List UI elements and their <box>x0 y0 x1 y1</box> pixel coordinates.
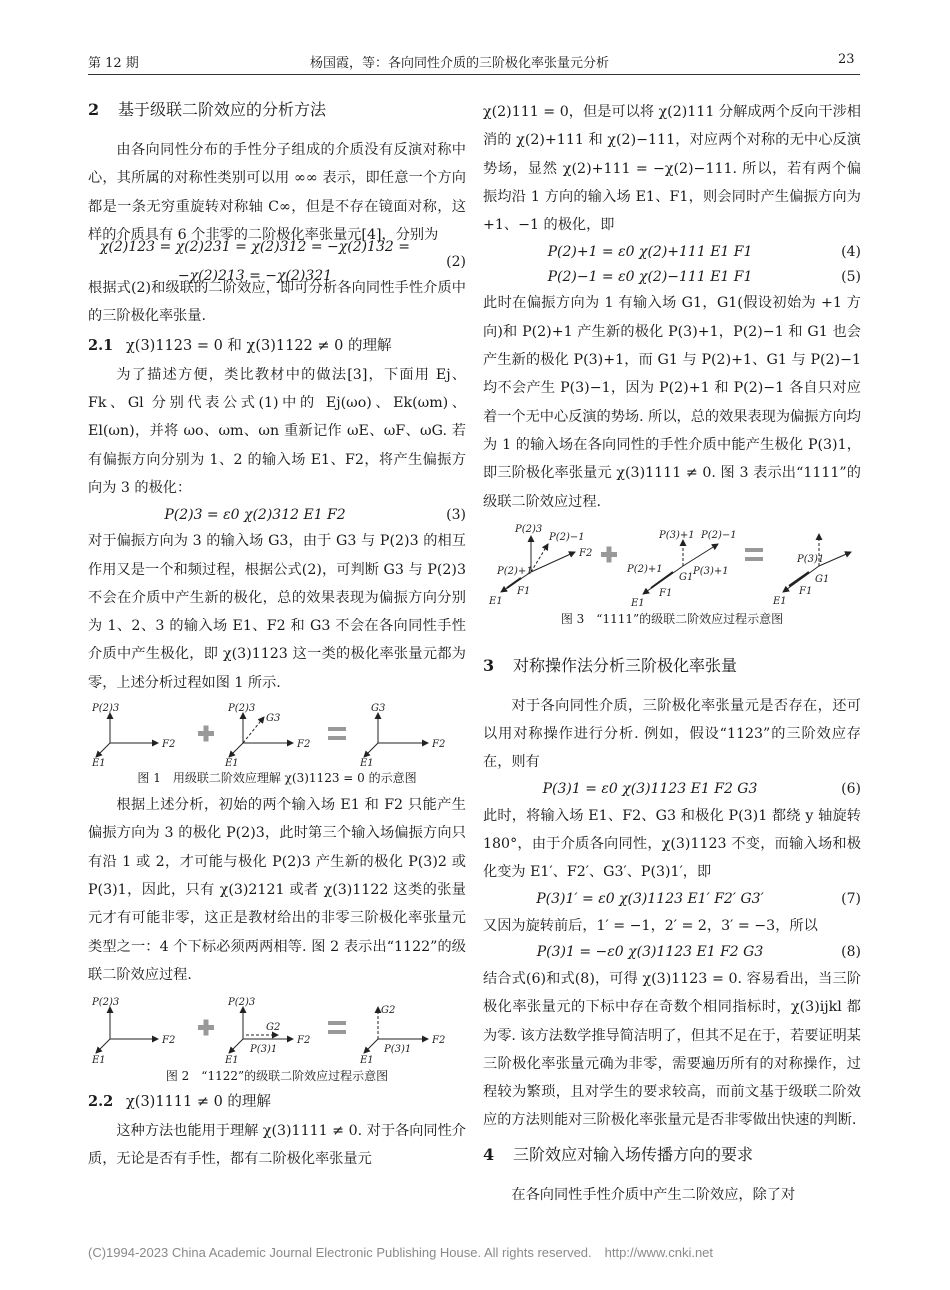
section-2-heading: 2 基于级联二阶效应的分析方法 <box>88 100 327 119</box>
equals-icon <box>328 727 346 740</box>
label: G2 <box>381 1005 396 1017</box>
figure-3 <box>483 522 861 628</box>
paragraph: 结合式(6)和式(8)，可得 χ(3)1123 = 0. 容易看出，当三阶极化率张量元的下标中存在奇数个相同指标时，χ(3)ijkl 都为零. 该方法数学推导简洁明了，但其不足在于，若要证明某三阶极化率张量元确为非零，需要遍历所有的对称操作，过程较为繁琐，且对学生的要求较高，而前文基于级联二阶效应的方法则能对三阶极化率张量元是否非零做出快速的判断. <box>483 970 861 1129</box>
equation-2: χ(2)123 = χ(2)231 = χ(2)312 = −χ(2)132 = −χ(2)213 = −χ(2)321 (2) <box>100 239 466 284</box>
figure-3-diagram <box>483 522 861 608</box>
header-title: 杨国霞，等：各向同性介质的三阶极化率张量元分析 <box>310 56 610 71</box>
copyright-footer: (C)1994-2023 China Academic Journal Electronic Publishing House. All rights reserved. http://www.cnki.net <box>88 1245 714 1260</box>
label: F1 <box>799 585 813 597</box>
label: G1 <box>815 573 830 585</box>
paragraph: 根据上述分析，初始的两个输入场 E1 和 F2 只能产生偏振方向为 3 的极化 P(2)3，此时第三个输入场偏振方向只有沿 1 或 2，才可能与极化 P(2)3 产生新的极化 P(3)2 或 P(3)1，因此，只有 χ(3)2121 或者 χ(3)1122 这类的张量元才有可能非零，这正是教材给出的非零三阶极化率张量元类型之一：4 个下标必须两两相等. 图 2 表示出“1122”的级联二阶效应过程. <box>88 797 466 983</box>
paragraph: 此时，将输入场 E1、F2、G3 和极化 P(3)1 都绕 y 轴旋转 180°，由于介质各向同性，χ(3)1123 不变，而输入场和极化变为 E1′、F2′、G3′、P(3)1′，即 <box>483 807 861 881</box>
paragraph: 为了描述方便，类比教材中的做法[3]，下面用 Ej、Fk、Gl 分别代表公式(1)中的 Ej(ωo)、Ek(ωm)、El(ωn)，并将 ωo、ωm、ωn 重新记作 ωE、ωF、ωG. 若有偏振方向分别为 1、2 的输入场 E1、F2，将产生偏振方向为 3 的极化： <box>88 366 466 496</box>
figure-1 <box>88 703 466 787</box>
label: P(3)1 <box>384 1044 412 1056</box>
figure-3-caption: 图 3 “1111”的级联二阶效应过程示意图 <box>560 611 784 626</box>
figure-2-caption: 图 2 “1122”的级联二阶效应过程示意图 <box>165 1069 389 1084</box>
fig3-panel-b <box>626 530 737 608</box>
section-3-heading: 3 对称操作法分析三阶极化率张量 <box>483 655 738 675</box>
label: P(2)−1 <box>701 529 737 541</box>
label: P(2)3 <box>92 997 120 1009</box>
header-rule <box>88 74 860 75</box>
fig3-panel-c <box>772 534 851 607</box>
figure-2-diagram <box>88 995 466 1065</box>
label: E1 <box>360 1055 374 1066</box>
left-column <box>88 98 466 1174</box>
figure-1-diagram <box>88 703 466 767</box>
label: E1 <box>225 758 239 768</box>
equation-4: P(2)+1 = ε0 χ(2)+111 E1 F1 (4) <box>547 243 861 260</box>
label: P(2)+1 <box>497 565 533 577</box>
paragraph: 在各向同性手性介质中产生二阶效应，除了对 <box>511 1186 796 1203</box>
label: F2 <box>162 739 176 751</box>
plus-icon <box>601 546 617 562</box>
label: P(2)3 <box>515 523 543 535</box>
label: P(2)−1 <box>549 531 585 543</box>
paragraph: 对于偏振方向为 3 的输入场 G3，由于 G3 与 P(2)3 的相互作用又是一个和频过程，根据公式(2)，可判断 G3 与 P(2)3 不会在介质中产生新的极化，总的效果表现为偏振方向分别为 1、2、3 的输入场 E1、F2 和 G3 不会在各向同性手性介质中产生极化，即 χ(3)1123 这一类的极化率张量元都为零，上述分析过程如图 1 所示. <box>88 533 466 691</box>
fig1-panel-a <box>91 703 175 767</box>
label: P(2)3 <box>92 703 120 715</box>
plus-icon <box>198 726 214 742</box>
equals-icon <box>328 1021 346 1034</box>
subsection-2-1-heading: 2.1 χ(3)1123 = 0 和 χ(3)1122 ≠ 0 的理解 <box>88 336 392 354</box>
label: E1 <box>92 758 106 768</box>
label: P(2)+1 <box>627 563 663 575</box>
label: F1 <box>659 587 673 599</box>
label: F2 <box>579 547 593 559</box>
fig2-panel-c <box>359 1005 445 1065</box>
label: E1 <box>360 758 374 768</box>
label: E1 <box>773 595 787 607</box>
paragraph: χ(2)111 = 0，但是可以将 χ(2)111 分解成两个反向干涉相消的 χ(2)+111 和 χ(2)−111，对应两个对称的无中心反演势场，显然 χ(2)+111 = −χ(2)−111. 所以，若有两个偏振均沿 1 方向的输入场 E1、F1，则会同时产生偏振方向为 +1、−1 的极化，即 <box>483 104 861 234</box>
paragraph: 又因为旋转前后，1′ = −1，2′ = 2，3′ = −3，所以 <box>483 917 818 934</box>
label: F2 <box>297 739 311 751</box>
equals-icon <box>745 548 763 561</box>
equation-5: P(2)−1 = ε0 χ(2)−111 E1 F1 (5) <box>547 268 861 285</box>
fig1-panel-c <box>359 703 445 767</box>
label: F2 <box>432 739 446 751</box>
paragraph: 这种方法也能用于理解 χ(3)1111 ≠ 0. 对于各向同性介质，无论是否有手性，都有二阶极化率张量元 <box>88 1123 466 1168</box>
header-issue: 第 12 期 <box>88 56 139 71</box>
equation-3: P(2)3 = ε0 χ(2)312 E1 F2 (3) <box>164 506 466 523</box>
label: E1 <box>92 1055 106 1066</box>
fig2-panel-b <box>224 997 310 1065</box>
label: G3 <box>371 703 386 715</box>
right-column <box>483 98 861 1209</box>
label: P(2)3 <box>228 703 256 715</box>
label: P(3)+1 <box>659 529 695 541</box>
figure-1-caption: 图 1 用级联二阶效应理解 χ(3)1123 = 0 的示意图 <box>137 771 417 786</box>
label: G2 <box>266 1022 281 1034</box>
label: E1 <box>631 597 645 608</box>
plus-icon <box>198 1020 214 1036</box>
figure-2 <box>88 995 466 1085</box>
equation-7: P(3)1′ = ε0 χ(3)1123 E1′ F2′ G3′ (7) <box>536 891 861 907</box>
label: F2 <box>297 1035 311 1047</box>
fig3-panel-a <box>488 524 592 607</box>
paragraph: 对于各向同性介质，三阶极化率张量元是否存在，还可以用对称操作进行分析. 例如，假设“1123”的三阶效应存在，则有 <box>483 697 861 771</box>
paragraph: 根据式(2)和级联的二阶效应，即可分析各向同性手性介质中的三阶极化率张量. <box>88 280 466 325</box>
fig2-panel-a <box>91 997 175 1065</box>
header-page: 23 <box>838 52 855 67</box>
fig1-panel-b <box>224 703 310 767</box>
equation-6: P(3)1 = ε0 χ(3)1123 E1 F2 G3 (6) <box>542 781 861 798</box>
label: P(3)1 <box>250 1044 278 1056</box>
label: P(2)3 <box>228 997 256 1009</box>
label: G3 <box>266 713 281 725</box>
label: E1 <box>225 1055 239 1066</box>
paragraph: 此时在偏振方向为 1 有输入场 G1，G1(假设初始为 +1 方向)和 P(2)+1 产生新的极化 P(3)+1，P(2)−1 和 G1 也会产生新的极化 P(3)+1，而 G1 与 P(2)+1、G1 与 P(2)−1 均不会产生 P(3)−1，因为 P(2)+1 和 P(2)−1 各自只对应着一个无中心反演的势场. 所以，总的效果表现为偏振方向均为 1 的输入场在各向同性的手性介质中能产生极化 P(3)1，即三阶极化率张量元 χ(3)1111 ≠ 0. 图 3 表示出“1111”的级联二阶效应过程. <box>483 295 861 510</box>
label: F2 <box>432 1035 446 1047</box>
label: F1 <box>517 585 531 597</box>
label: F2 <box>162 1035 176 1047</box>
label: P(3)1 <box>797 553 825 565</box>
label: E1 <box>489 595 503 607</box>
label: P(3)+1 <box>693 565 729 577</box>
section-4-heading: 4 三阶效应对输入场传播方向的要求 <box>483 1144 754 1164</box>
paragraph: 由各向同性分布的手性分子组成的介质没有反演对称中心，其所属的对称性类别可以用 ∞∞ 表示，即任意一个方向都是一条无穷重旋转对称轴 C∞，但是不存在镜面对称，这样的介质具有 6 个非零的二阶极化率张量元[4]，分别为 <box>88 142 466 243</box>
equation-8: P(3)1 = −ε0 χ(3)1123 E1 F2 G3 (8) <box>536 944 861 961</box>
label: G1 <box>679 571 694 583</box>
subsection-2-2-heading: 2.2 χ(3)1111 ≠ 0 的理解 <box>88 1093 271 1111</box>
